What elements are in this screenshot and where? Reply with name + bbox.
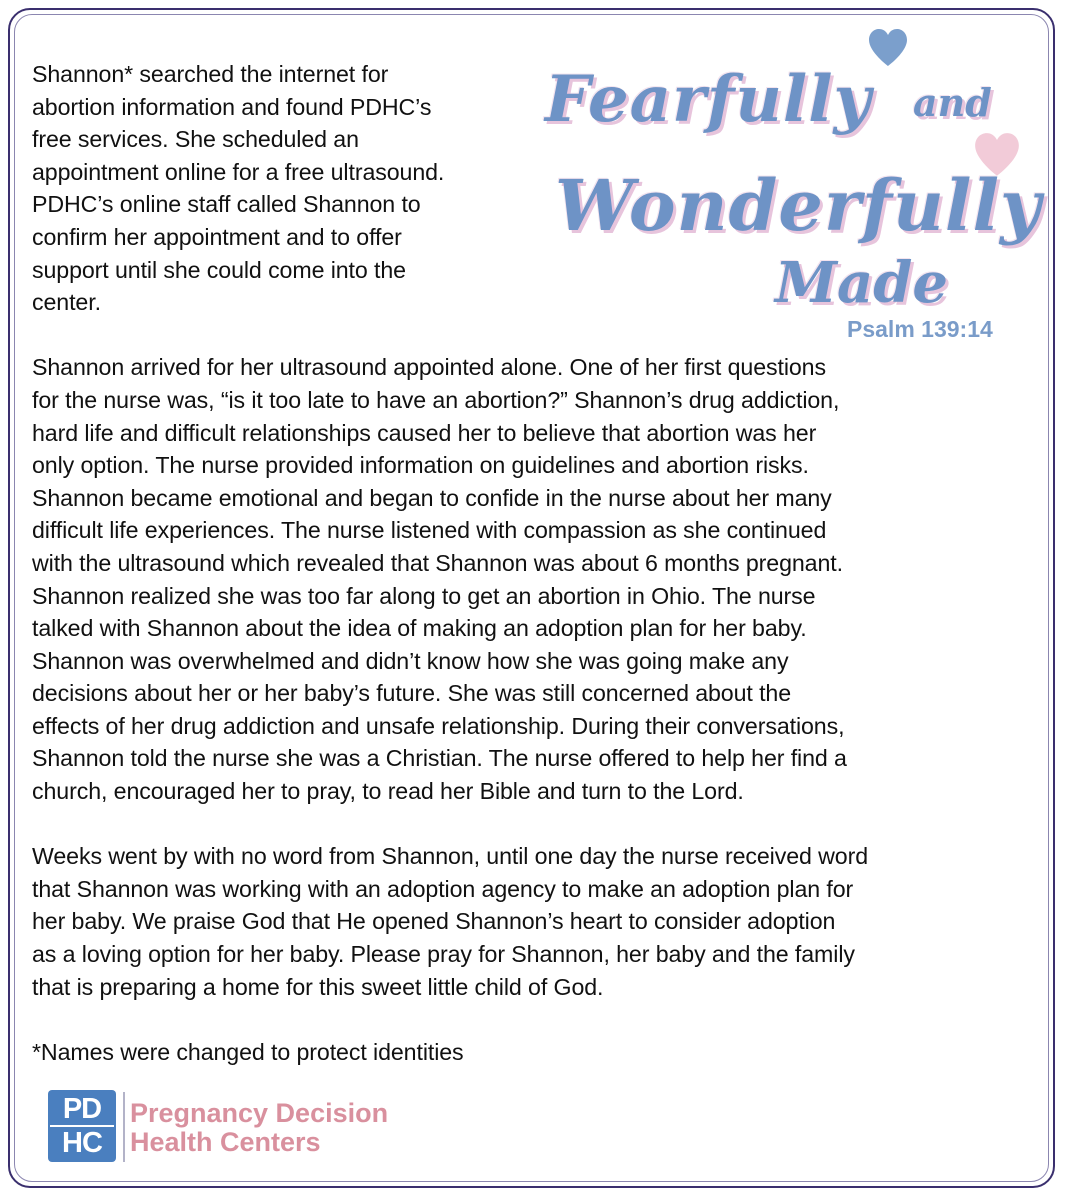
title-word-wonderfully: Wonderfully <box>555 164 1042 247</box>
logo-mark-bottom: HC <box>62 1127 102 1159</box>
title-word-made: Made <box>775 250 949 316</box>
text-line: that is preparing a home for this sweet little child of God. <box>32 973 604 1000</box>
pdhc-logo <box>48 1090 388 1165</box>
footnote-text: *Names were changed to protect identities <box>32 1038 464 1065</box>
psalm-reference: Psalm 139:14 <box>847 316 993 342</box>
logo-name-line2: Health Centers <box>130 1127 321 1157</box>
text-line: effects of her drug addiction and unsafe relationship. During their conversations, <box>32 712 845 739</box>
text-line: Shannon became emotional and began to confide in the nurse about her many <box>32 484 832 511</box>
logo-mark-top: PD <box>62 1093 102 1125</box>
text-line: Shannon told the nurse she was a Christian. The nurse offered to help her find a <box>32 745 847 772</box>
text-line: PDHC’s online staff called Shannon to <box>32 191 421 218</box>
text-line: only option. The nurse provided information on guidelines and abortion risks. <box>32 452 809 479</box>
text-line: with the ultrasound which revealed that Shannon was about 6 months pregnant. <box>32 549 843 576</box>
text-line: Shannon arrived for her ultrasound appointed alone. One of her first questions <box>32 354 826 381</box>
text-line: difficult life experiences. The nurse listened with compassion as she continued <box>32 517 827 544</box>
text-line: that Shannon was working with an adoption agency to make an adoption plan for <box>32 875 854 902</box>
text-line: abortion information and found PDHC’s <box>32 93 432 120</box>
title-word-and: and <box>913 80 992 125</box>
text-line: as a loving option for her baby. Please pray for Shannon, her baby and the family <box>32 941 855 968</box>
logo-name-line1: Pregnancy Decision <box>130 1098 389 1128</box>
text-line: center. <box>32 289 101 316</box>
text-line: Shannon* searched the internet for <box>32 61 389 87</box>
footnote <box>32 1036 1032 1069</box>
story-body <box>32 58 1032 1068</box>
text-line: appointment online for a free ultrasound. <box>32 158 445 185</box>
closing-paragraph <box>32 840 1032 1003</box>
main-paragraph <box>32 351 1032 807</box>
text-line: Shannon realized she was too far along to get an abortion in Ohio. The nurse <box>32 582 816 609</box>
text-line: free services. She scheduled an <box>32 126 359 153</box>
text-line: talked with Shannon about the idea of making an adoption plan for her baby. <box>32 615 807 642</box>
text-line: Shannon was overwhelmed and didn’t know how she was going make any <box>32 647 789 674</box>
text-line: decisions about her or her baby’s future. She was still concerned about the <box>32 680 792 707</box>
pdhc-logo-mark <box>48 1090 116 1162</box>
text-line: confirm her appointment and to offer <box>32 223 402 250</box>
text-line: support until she could come into the <box>32 256 406 283</box>
text-line: her baby. We praise God that He opened Shannon’s heart to consider adoption <box>32 908 836 935</box>
text-line: for the nurse was, “is it too late to have an abortion?” Shannon’s drug addiction, <box>32 386 840 413</box>
text-line: Weeks went by with no word from Shannon, until one day the nurse received word <box>32 843 868 870</box>
intro-paragraph <box>32 58 552 319</box>
text-line: church, encouraged her to pray, to read her Bible and turn to the Lord. <box>32 778 744 805</box>
logo-separator <box>123 1092 125 1162</box>
title-word-fearfully: Fearfully <box>545 62 872 137</box>
text-line: hard life and difficult relationships caused her to believe that abortion was her <box>32 419 817 446</box>
